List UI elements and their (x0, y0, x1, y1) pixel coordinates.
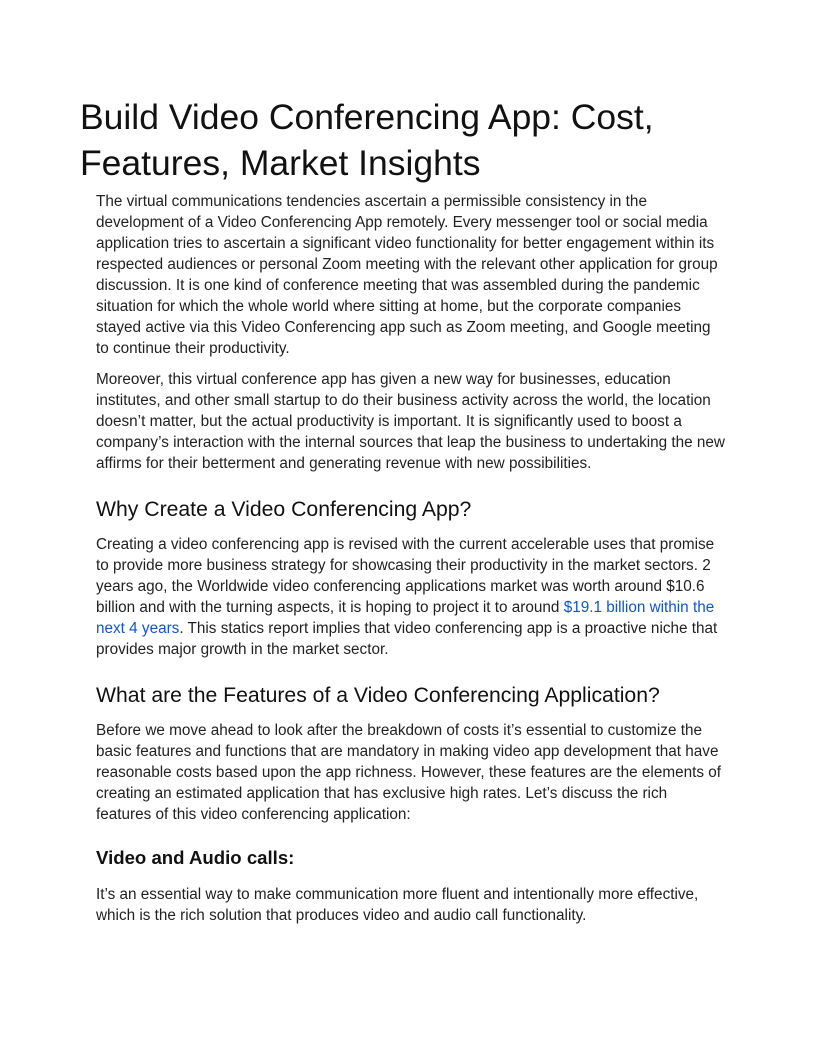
features-section-paragraph: Before we move ahead to look after the breakdown of costs it’s essential to customize the basic features and functions that are mandatory in making video app development that have reasonable costs based upon the app richness. However, these features are the elements of creating an estimated application that has exclusive high rates. Let’s discuss the rich features of this video conferencing application: (96, 722, 722, 823)
features-section-heading: What are the Features of a Video Conferencing Application? (96, 684, 660, 707)
why-text-before-link: Creating a video conferencing app is revised with the current accelerable uses that promise to provide more business strategy for showcasing their productivity in the market sectors. 2 years ago, the Worldwide video conferencing applications market was worth around $10.6 billion and with the turning aspects, it is hoping to project it to around (96, 536, 715, 616)
video-audio-heading: Video and Audio calls: (96, 847, 295, 868)
market-stat-link[interactable]: $19.1 billion within the next 4 years (96, 599, 715, 637)
why-text-after-link: . This statics report implies that video conferencing app is a proactive niche that provides major growth in the market sector. (96, 620, 718, 658)
page-title: Build Video Conferencing App: Cost, Features, Market Insights (80, 97, 654, 183)
video-audio-paragraph: It’s an essential way to make communication more fluent and intentionally more effective, which is the rich solution that produces video and audio call functionality. (96, 886, 699, 924)
intro-paragraph-2: Moreover, this virtual conference app has given a new way for businesses, education institutes, and other small startup to do their business activity across the world, the location doesn’t matter, but the actual productivity is important. It is significantly used to boost a company’s interaction with the internal sources that leap the business to undertaking the new affirms for their betterment and generating revenue with new possibilities. (96, 371, 725, 472)
article-body (96, 191, 726, 936)
why-section-heading: Why Create a Video Conferencing App? (96, 498, 472, 521)
intro-paragraph-1: The virtual communications tendencies ascertain a permissible consistency in the development of a Video Conferencing App remotely. Every messenger tool or social media application tries to ascertain a significant video functionality for better engagement within its respected audiences or personal Zoom meeting with the relevant other application for group discussion. It is one kind of conference meeting that was assembled during the pandemic situation for which the whole world where sitting at home, but the corporate companies stayed active via this Video Conferencing app such as Zoom meeting, and Google meeting to continue their productivity. (96, 193, 718, 357)
why-section-paragraph (96, 534, 726, 660)
